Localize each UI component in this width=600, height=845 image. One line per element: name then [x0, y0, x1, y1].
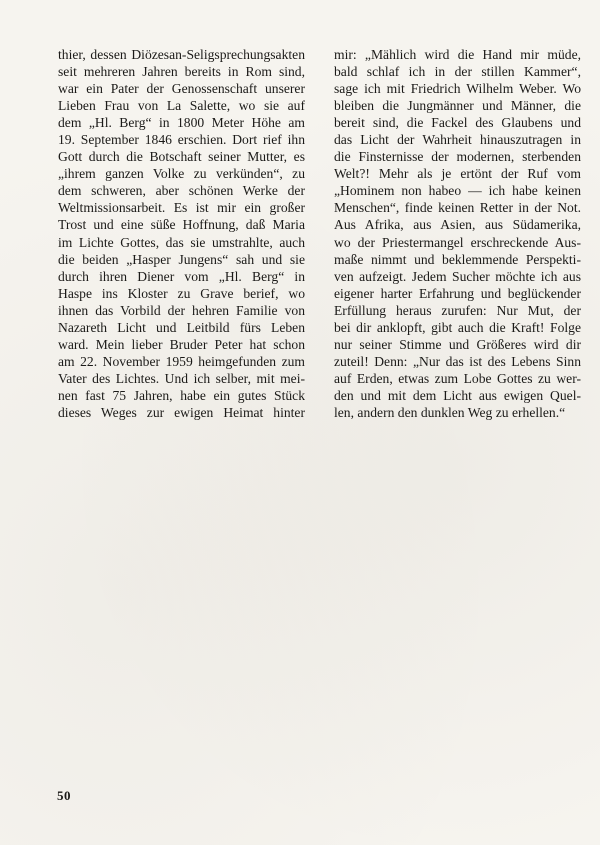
- text-line: durch ihren Diener vom „Hl. Berg“ in: [58, 268, 305, 284]
- text-line: bei dir anklopft, gibt auch die Kraft! Folge: [334, 319, 581, 335]
- text-line: Menschen“, finde keinen Retter in der Not.: [334, 200, 581, 216]
- text-line: len, andern den dunklen Weg zu erhellen.“: [334, 404, 566, 420]
- text-line: maße nimmt und beklemmende Perspekti-: [334, 251, 581, 267]
- text-line: sage ich mit Friedrich Wilhelm Weber. Wo: [334, 81, 581, 97]
- text-line: bereit sind, die Fackel des Glaubens und: [334, 115, 581, 131]
- text-line: eigener harter Erfahrung und beglückender: [334, 285, 581, 301]
- text-line: wo der Priestermangel erschreckende Aus-: [334, 234, 581, 250]
- text-line: thier, dessen Diözesan-Seligsprechungsakten: [58, 47, 305, 62]
- text-line: Nazareth Licht und Leitbild fürs Leben: [58, 319, 305, 335]
- text-line: Vater des Lichtes. Und ich selber, mit mei-: [58, 370, 305, 386]
- left-text-column: [58, 46, 305, 421]
- text-line: bleiben die Jungmänner und Männer, die: [334, 98, 581, 114]
- text-line: am 22. November 1959 heimgefunden zum: [58, 353, 305, 369]
- text-line: Haspe ins Kloster zu Grave berief, wo: [58, 285, 305, 301]
- text-line: Welt?! Mehr als je ertönt der Ruf vom: [334, 166, 581, 182]
- text-line: ihnen das Vorbild der hehren Familie von: [58, 302, 305, 318]
- text-line: Aus Afrika, aus Asien, aus Südamerika,: [334, 217, 581, 233]
- text-line: Weltmissionsarbeit. Es ist mir ein großer: [58, 200, 305, 216]
- text-line: Gott durch die Botschaft seiner Mutter, es: [58, 149, 305, 165]
- text-line: dem schweren, aber schönen Werke der: [58, 183, 305, 199]
- text-line: „ihrem ganzen Volke zu verkünden“, zu: [58, 166, 305, 182]
- text-line: auf Erden, etwas zum Lobe Gottes zu wer-: [334, 370, 581, 386]
- text-line: nen fast 75 Jahren, habe ein gutes Stück: [58, 387, 305, 403]
- text-line: das Licht der Wahrheit hinauszutragen in: [334, 132, 581, 148]
- text-line: war ein Pater der Genossenschaft unserer: [58, 81, 305, 97]
- text-line: nur seiner Stimme und Größeres wird dir: [334, 336, 581, 352]
- text-line: dieses Weges zur ewigen Heimat hinter: [58, 404, 305, 420]
- text-line: die beiden „Hasper Jungens“ sah und sie: [58, 251, 305, 267]
- text-line: die Finsternisse der modernen, sterbenden: [334, 149, 581, 165]
- text-line: Trost und eine süße Hoffnung, daß Maria: [58, 217, 305, 233]
- text-line: Erfüllung heraus zurufen: Nur Mut, der: [334, 302, 581, 318]
- text-line: zuteil! Denn: „Nur das ist des Lebens Sinn: [334, 353, 581, 369]
- text-line: „Hominem non habeo — ich habe keinen: [334, 183, 581, 199]
- text-line: ward. Mein lieber Bruder Peter hat schon: [58, 336, 305, 352]
- text-line: 19. September 1846 erschien. Dort rief ihn: [58, 132, 305, 148]
- text-line: bald schlaf ich in der stillen Kammer“,: [334, 64, 581, 80]
- right-text-column: [334, 46, 581, 421]
- text-line: ven aufzeigt. Jedem Sucher möchte ich aus: [334, 268, 581, 284]
- text-line: seit mehreren Jahren bereits in Rom sind,: [58, 64, 305, 80]
- text-line: mir: „Mählich wird die Hand mir müde,: [334, 47, 581, 62]
- text-line: den und mit dem Licht aus ewigen Quel-: [334, 387, 581, 403]
- text-line: dem „Hl. Berg“ in 1800 Meter Höhe am: [58, 115, 305, 131]
- text-line: Lieben Frau von La Salette, wo sie auf: [58, 98, 305, 114]
- text-line: im Lichte Gottes, das sie umstrahlte, auch: [58, 234, 305, 250]
- page-number: 50: [57, 788, 71, 803]
